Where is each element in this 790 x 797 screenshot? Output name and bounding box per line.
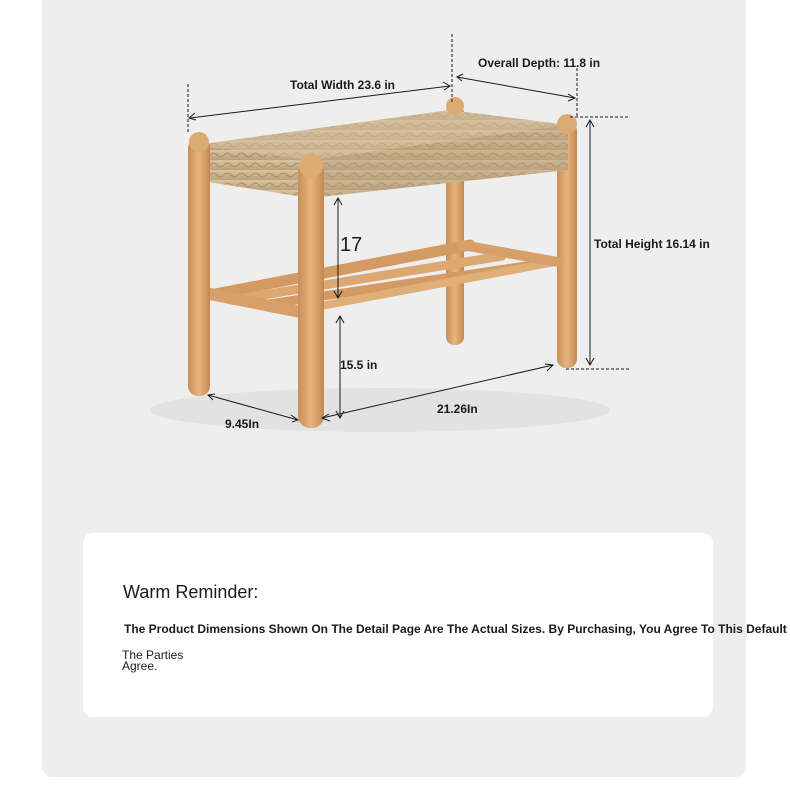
seat-clearance-label: 17 [340, 234, 363, 256]
total-height-label: Total Height 16.14 in [594, 237, 710, 251]
footnote-line-2: Agree. [122, 659, 158, 673]
warm-reminder-footnote [122, 650, 183, 672]
overall-depth-label: Overall Depth: 11.8 in [478, 56, 601, 70]
warm-reminder-title: Warm Reminder: [123, 582, 259, 602]
floor-shadow [150, 388, 610, 432]
footnote-line-1: The Parties [122, 648, 184, 662]
base-width-label: 21.26In [437, 402, 478, 416]
shelf-height-label: 15.5 in [340, 358, 378, 372]
front-left-leg [188, 138, 210, 396]
front-right-leg [298, 160, 324, 428]
base-depth-label: 9.45In [225, 417, 260, 431]
total-width-label: Total Width 23.6 in [290, 78, 396, 92]
warm-reminder-text: The Product Dimensions Shown On The Detail Page Are The Actual Sizes. By Purchasing, You Agree To This Default [124, 622, 787, 636]
